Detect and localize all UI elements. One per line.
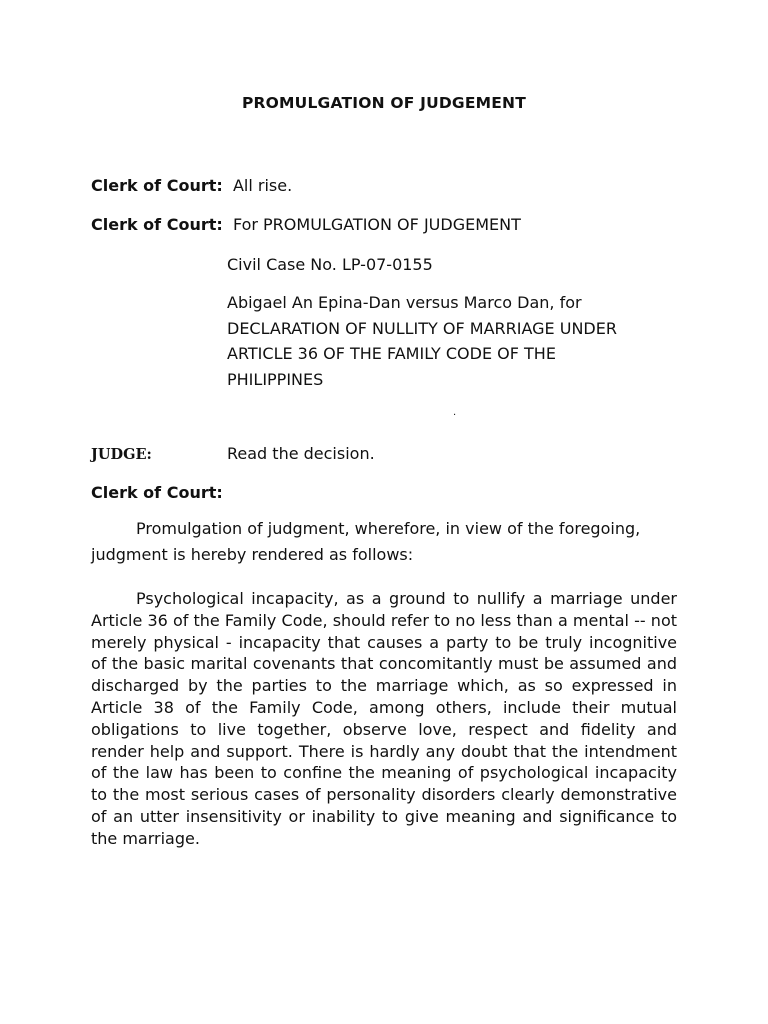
speaker-text: All rise. — [232, 176, 293, 195]
speaker-text: For PROMULGATION OF JUDGEMENT — [232, 215, 521, 234]
document-title: PROMULGATION OF JUDGEMENT — [241, 94, 526, 112]
case-title-line: Abigael An Epina-Dan versus Marco Dan, for — [227, 293, 582, 312]
case-title-line: ARTICLE 36 OF THE FAMILY CODE OF THE — [227, 344, 556, 363]
judge-text: Read the decision. — [227, 444, 375, 463]
speaker-label: Clerk of Court: — [91, 483, 223, 502]
case-title-line: PHILIPPINES — [227, 370, 324, 389]
clerk-line-decision — [91, 483, 223, 502]
paragraph-promulgation — [91, 516, 677, 568]
paragraph-psychological-incapacity — [91, 588, 677, 850]
paragraph-text: Promulgation of judgment, wherefore, in view of the foregoing, judgment is hereby rendered as follows: — [91, 519, 641, 564]
judge-label: JUDGE: — [91, 446, 152, 463]
case-title-line: DECLARATION OF NULLITY OF MARRIAGE UNDER — [227, 319, 617, 338]
judge-line — [91, 444, 152, 463]
clerk-line-all-rise — [91, 176, 292, 195]
stray-dot: . — [453, 407, 457, 418]
paragraph-text: Psychological incapacity, as a ground to nullify a marriage under Article 36 of the Family Code, should refer to no less than a mental -- not merely physical - incapacity that causes a party to be truly incognitive of the basic marital covenants that concomitantly must be assumed and discharged by the parties to the marriage which, as so expressed in Article 38 of the Family Code, among others, include their mutual obligations to live together, observe love, respect and fidelity and render help and support. There is hardly any doubt that the intendment of the law has been to confine the meaning of psychological incapacity to the most serious cases of personality disorders clearly demonstrative of an utter insensitivity or inability to give meaning and significance to the marriage. — [91, 589, 677, 848]
speaker-label: Clerk of Court: — [91, 215, 223, 234]
speaker-label: Clerk of Court: — [91, 176, 223, 195]
case-number: Civil Case No. LP-07-0155 — [227, 255, 433, 274]
clerk-line-promulgation — [91, 215, 521, 234]
